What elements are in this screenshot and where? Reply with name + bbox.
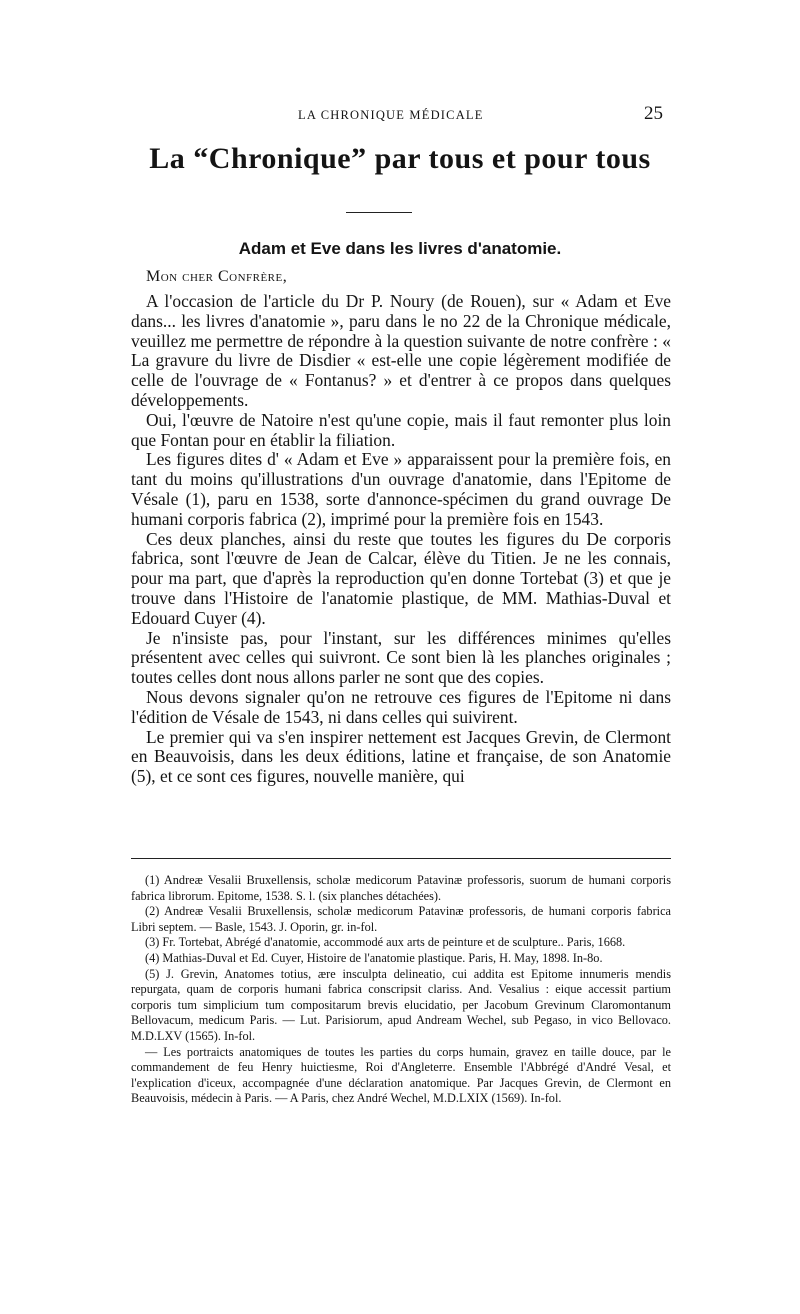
paragraph: Ces deux planches, ainsi du reste que toutes les figures du De corporis fabrica, sont l'œuvre de Jean de Calcar, élève du Titien. Je ne les connais, pour ma part, que d'après la reproduction qu'en donne Tortebat (3) et que je trouve dans l'Histoire de l'anatomie plastique, de MM. Mathias-Duval et Edouard Cuyer (4). — [131, 528, 671, 628]
footnote: (3) Fr. Tortebat, Abrégé d'anatomie, accommodé aux arts de peinture et de sculpture.. Paris, 1668. — [145, 935, 626, 950]
footnote: (5) J. Grevin, Anatomes totius, ære insculpta delineatio, cui addita est Epitome innumeris mendis repurgata, quam de corporis humani fabrica conscripsit clariss. And. Vesalius : eique accessit partium corporis tum simplicium tum compositarum brevis elucidatio, per Jacobum Grevinum Claromontanum Bellovacum, medicum Paris. — Lut. Parisiorum, apud Andream Wechel, sub Pegaso, in vico Bellovaco. M.D.LXV (1565). In-fol. — [131, 966, 671, 1043]
paragraph: A l'occasion de l'article du Dr P. Noury (de Rouen), sur « Adam et Eve dans... les livres d'anatomie », paru dans le no 22 de la Chronique médicale, veuillez me permettre de répondre à la question suivante de notre confrère : « La gravure du livre de Disdier « est-elle une copie légèrement modifiée de celle de l'ouvrage de « Fontanus? » et d'entrer à ce propos dans quelques développements. — [131, 291, 671, 410]
page-number: 25 — [644, 103, 663, 124]
footnote: (2) Andreæ Vesalii Bruxellensis, scholæ medicorum Patavinæ professoris, de humani corporis fabrica Libri septem. — Basle, 1543. J. Oporin, gr. in-fol. — [131, 904, 671, 934]
title-divider — [346, 212, 412, 213]
footnotes — [131, 873, 671, 1107]
paragraph: Les figures dites d' « Adam et Eve » apparaissent pour la première fois, en tant du moins qu'illustrations d'un ouvrage d'anatomie, dans l'Epitome de Vésale (1), paru en 1538, sorte d'annonce-spécimen du grand ouvrage De humani corporis fabrica (2), imprimé pour la première fois en 1543. — [131, 449, 671, 529]
paragraph: Oui, l'œuvre de Natoire n'est qu'une copie, mais il faut remonter plus loin que Fontan pour en établir la filiation. — [131, 409, 671, 450]
footnote: — Les portraicts anatomiques de toutes les parties du corps humain, gravez en taille douce, par le commandement de feu Henry huictiesme, Roi d'Angleterre. Ensemble l'Abbrégé d'André Vesal, et l'explication d'iceux, accompagnée d'une déclaration anatomique. Par Jacques Grevin, de Clermont en Beauvoisis, médecin à Paris. — A Paris, chez André Wechel, M.D.LXIX (1569). In-fol. — [131, 1044, 671, 1106]
section-rubric: La “Chronique” par tous et pour tous — [149, 142, 651, 175]
footnote-divider — [131, 858, 671, 859]
article-title: Adam et Eve dans les livres d'anatomie. — [238, 239, 562, 258]
paragraph: Nous devons signaler qu'on ne retrouve ces figures de l'Epitome ni dans l'édition de Vésale de 1543, ni dans celles qui suivirent. — [131, 686, 671, 727]
paragraph: Je n'insiste pas, pour l'instant, sur les différences minimes qu'elles présentent avec celles qui suivront. Ce sont bien là les planches originales ; toutes celles dont nous allons parler ne sont que des copies. — [131, 627, 671, 688]
footnote: (1) Andreæ Vesalii Bruxellensis, scholæ medicorum Patavinæ professoris, suorum de humani corporis fabrica librorum. Epitome, 1538. S. l. (six planches détachées). — [131, 873, 671, 903]
salutation: Mon cher Confrère, — [146, 268, 288, 285]
footnote: (4) Mathias-Duval et Ed. Cuyer, Histoire de l'anatomie plastique. Paris, H. May, 1898. In-8o. — [145, 950, 603, 965]
running-head: LA CHRONIQUE MÉDICALE — [298, 108, 484, 122]
paragraph: Le premier qui va s'en inspirer nettement est Jacques Grevin, de Clermont en Beauvoisis, dans les deux éditions, latine et française, de son Anatomie (5), et ce sont ces figures, nouvelle manière, qui — [131, 726, 671, 787]
article-body — [131, 292, 671, 787]
